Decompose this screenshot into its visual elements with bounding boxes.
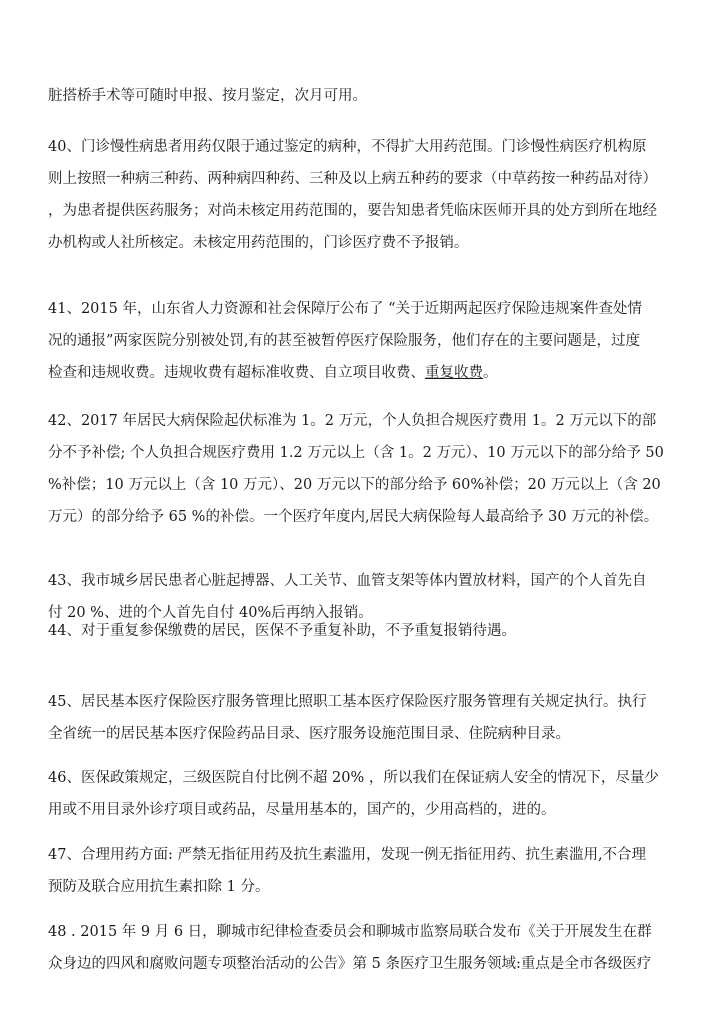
underlined-term: 重复收费 bbox=[425, 365, 483, 381]
text-line: 48 . 2015 年 9 月 6 日，聊城市纪律检查委员会和聊城市监察局联合发布《关于开展发生在群 bbox=[48, 924, 652, 940]
text-line: 45、居民基本医疗保险医疗服务管理比照职工基本医疗保险医疗服务管理有关规定执行。执行 bbox=[48, 694, 647, 710]
paragraph-45 bbox=[48, 686, 688, 750]
text-line: ，为患者提供医药服务；对尚未核定用药范围的，要告知患者凭临床医师开具的处方到所在地经 bbox=[48, 203, 657, 219]
text-line: 预防及联合应用抗生素扣除 1 分。 bbox=[48, 879, 270, 895]
text-segment: 检查和违规收费。违规收费有超标准收费、自立项目收费、 bbox=[48, 365, 425, 381]
text-line: 47、合理用药方面: 严禁无指征用药及抗生素滥用，发现一例无指征用药、抗生素滥用,不合理 bbox=[48, 847, 647, 863]
paragraph-40 bbox=[48, 131, 688, 259]
paragraph-41 bbox=[48, 293, 688, 389]
text-line: 办机构或人社所核定。未核定用药范围的，门诊医疗费不予报销。 bbox=[48, 235, 469, 251]
paragraph-44 bbox=[48, 615, 688, 647]
text-line: 分不予补偿; 个人负担合规医疗费用 1.2 万元以上（含 1。2 万元）、10 万元以下的部分给予 50 bbox=[48, 445, 664, 461]
text-line: %补偿；10 万元以上（含 10 万元）、20 万元以下的部分给予 60%补偿；20 万元以上（含 20 bbox=[48, 477, 661, 493]
text-line: 脏搭桥手术等可随时申报、按月鉴定，次月可用。 bbox=[48, 88, 367, 104]
text-line: 全省统一的居民基本医疗保险药品目录、医疗服务设施范围目录、住院病种目录。 bbox=[48, 726, 570, 742]
text-segment: 。 bbox=[483, 365, 498, 381]
paragraph-47 bbox=[48, 839, 688, 903]
text-line: 况的通报”两家医院分别被处罚,有的甚至被暂停医疗保险服务，他们存在的主要问题是，过度 bbox=[48, 333, 641, 349]
text-line: 42、2017 年居民大病保险起伏标准为 1。2 万元，个人负担合规医疗费用 1。2 万元以下的部 bbox=[48, 413, 657, 429]
text-line: 则上按照一种病三种药、两种病四种药、三种及以上病五种药的要求（中草药按一种药品对待） bbox=[48, 171, 657, 187]
text-line: 用或不用目录外诊疗项目或药品，尽量用基本的，国产的，少用高档的，进的。 bbox=[48, 802, 556, 818]
text-line: 44、对于重复参保缴费的居民，医保不予重复补助，不予重复报销待遇。 bbox=[48, 623, 516, 639]
text-line: 付 20 %、进的个人首先自付 40%后再纳入报销。 bbox=[48, 605, 373, 621]
text-line-with-underline bbox=[48, 357, 688, 389]
text-line: 万元）的部分给予 65 %的补偿。一个医疗年度内,居民大病保险每人最高给予 30 万元的补偿。 bbox=[48, 509, 659, 525]
paragraph-48 bbox=[48, 916, 688, 980]
text-line: 46、医保政策规定，三级医院自付比例不超 20% ，所以我们在保证病人安全的情况下，尽量少 bbox=[48, 770, 659, 786]
paragraph-39-continuation bbox=[48, 80, 688, 112]
text-line: 众身边的四风和腐败问题专项整治活动的公告》第 5 条医疗卫生服务领域:重点是全市各级医疗 bbox=[48, 956, 652, 972]
text-line: 41、2015 年，山东省人力资源和社会保障厅公布了 “关于近期两起医疗保险违规案件查处情 bbox=[48, 301, 642, 317]
paragraph-46 bbox=[48, 762, 688, 826]
text-line: 43、我市城乡居民患者心脏起搏器、人工关节、血管支架等体内置放材料，国产的个人首先自 bbox=[48, 573, 647, 589]
paragraph-42 bbox=[48, 405, 688, 533]
text-line: 40、门诊慢性病患者用药仅限于通过鉴定的病种，不得扩大用药范围。门诊慢性病医疗机构原 bbox=[48, 139, 647, 155]
